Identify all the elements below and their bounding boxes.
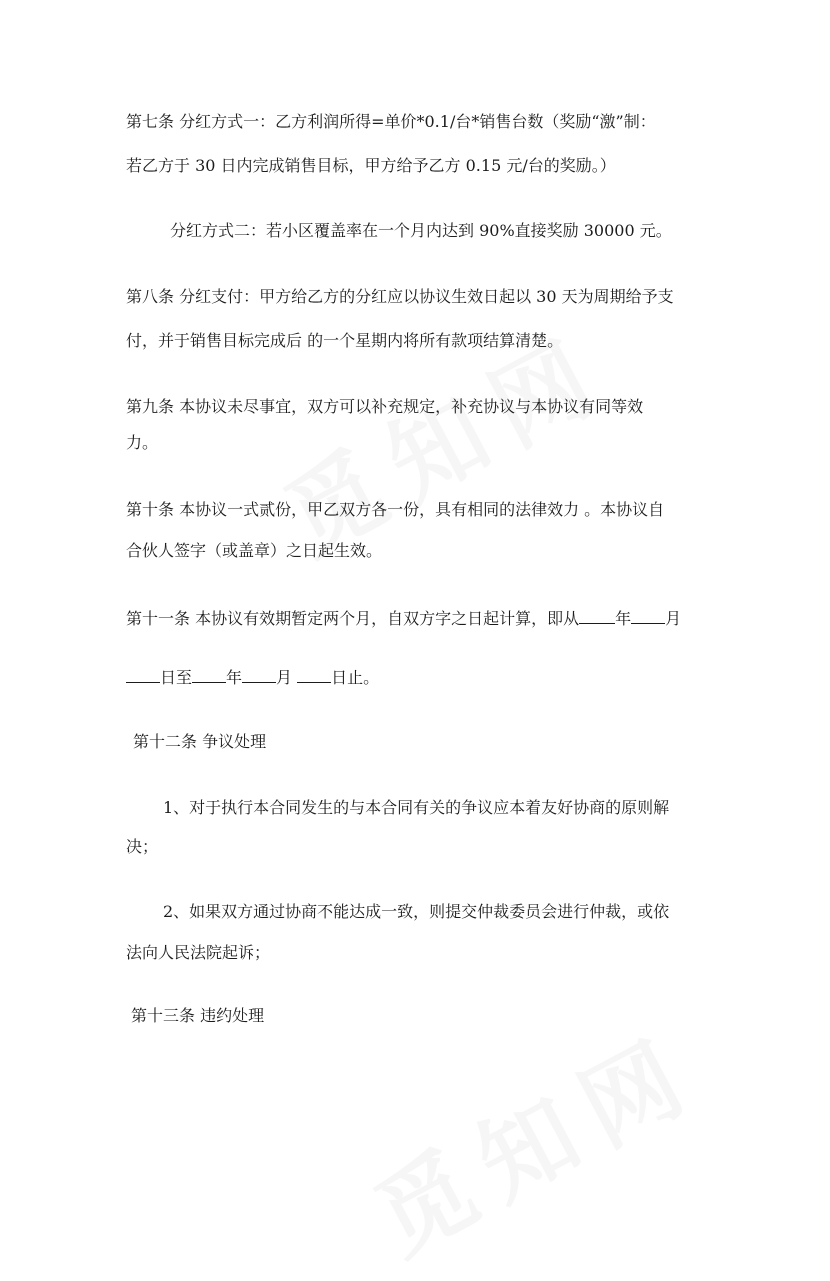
clause-13-title: 第十三条 违约处理 xyxy=(131,1006,265,1025)
clause-7-line-3: 分红方式二：若小区覆盖率在一个月内达到 90%直接奖励 30000 元。 xyxy=(170,221,672,240)
blank-year xyxy=(579,607,615,624)
blank-month xyxy=(631,607,665,624)
clause-11-text: 第十一条 本协议有效期暂定两个月，自双方字之日起计算，即从 xyxy=(126,609,580,628)
day-end-label: 日止。 xyxy=(331,668,380,687)
clause-12-item-1-line-2: 决； xyxy=(126,837,159,856)
clause-12-item-2-line-1: 2、如果双方通过协商不能达成一致，则提交仲裁委员会进行仲裁，或依 xyxy=(163,902,670,921)
month-label-2: 月 xyxy=(276,668,293,687)
clause-10-line-2: 合伙人签字（或盖章）之日起生效。 xyxy=(126,541,383,560)
watermark xyxy=(348,996,720,1280)
blank-day-2 xyxy=(297,666,331,683)
clause-10-line-1: 第十条 本协议一式贰份，甲乙双方各一份，具有相同的法律效力 。本协议自 xyxy=(126,500,665,519)
blank-month-2 xyxy=(242,666,276,683)
clause-9-line-1: 第九条 本协议未尽事宜，双方可以补充规定，补充协议与本协议有同等效 xyxy=(126,397,644,416)
clause-12-item-1-line-1: 1、对于执行本合同发生的与本合同有关的争议应本着友好协商的原则解 xyxy=(163,798,670,817)
blank-day xyxy=(126,666,160,683)
year-label-2: 年 xyxy=(226,668,243,687)
clause-12-title: 第十二条 争议处理 xyxy=(133,732,267,751)
clause-8-line-1: 第八条 分红支付：甲方给乙方的分红应以协议生效日起以 30 天为周期给予支 xyxy=(126,287,674,306)
clause-11-line-1 xyxy=(126,607,681,630)
day-to-label: 日至 xyxy=(160,668,193,687)
clause-12-item-2-line-2: 法向人民法院起诉； xyxy=(126,943,271,962)
clause-11-line-2 xyxy=(126,666,379,689)
clause-9-line-2: 力。 xyxy=(126,433,159,452)
year-label: 年 xyxy=(615,609,632,628)
clause-8-line-2: 付，并于销售目标完成后 的一个星期内将所有款项结算清楚。 xyxy=(126,331,564,350)
clause-7-line-1: 第七条 分红方式一：乙方利润所得=单价*0.1/台*销售台数（奖励“激”制： xyxy=(126,112,656,131)
blank-year-2 xyxy=(192,666,226,683)
clause-7-line-2: 若乙方于 30 日内完成销售目标，甲方给予乙方 0.15 元/台的奖励。） xyxy=(126,156,616,175)
month-label: 月 xyxy=(665,609,682,628)
